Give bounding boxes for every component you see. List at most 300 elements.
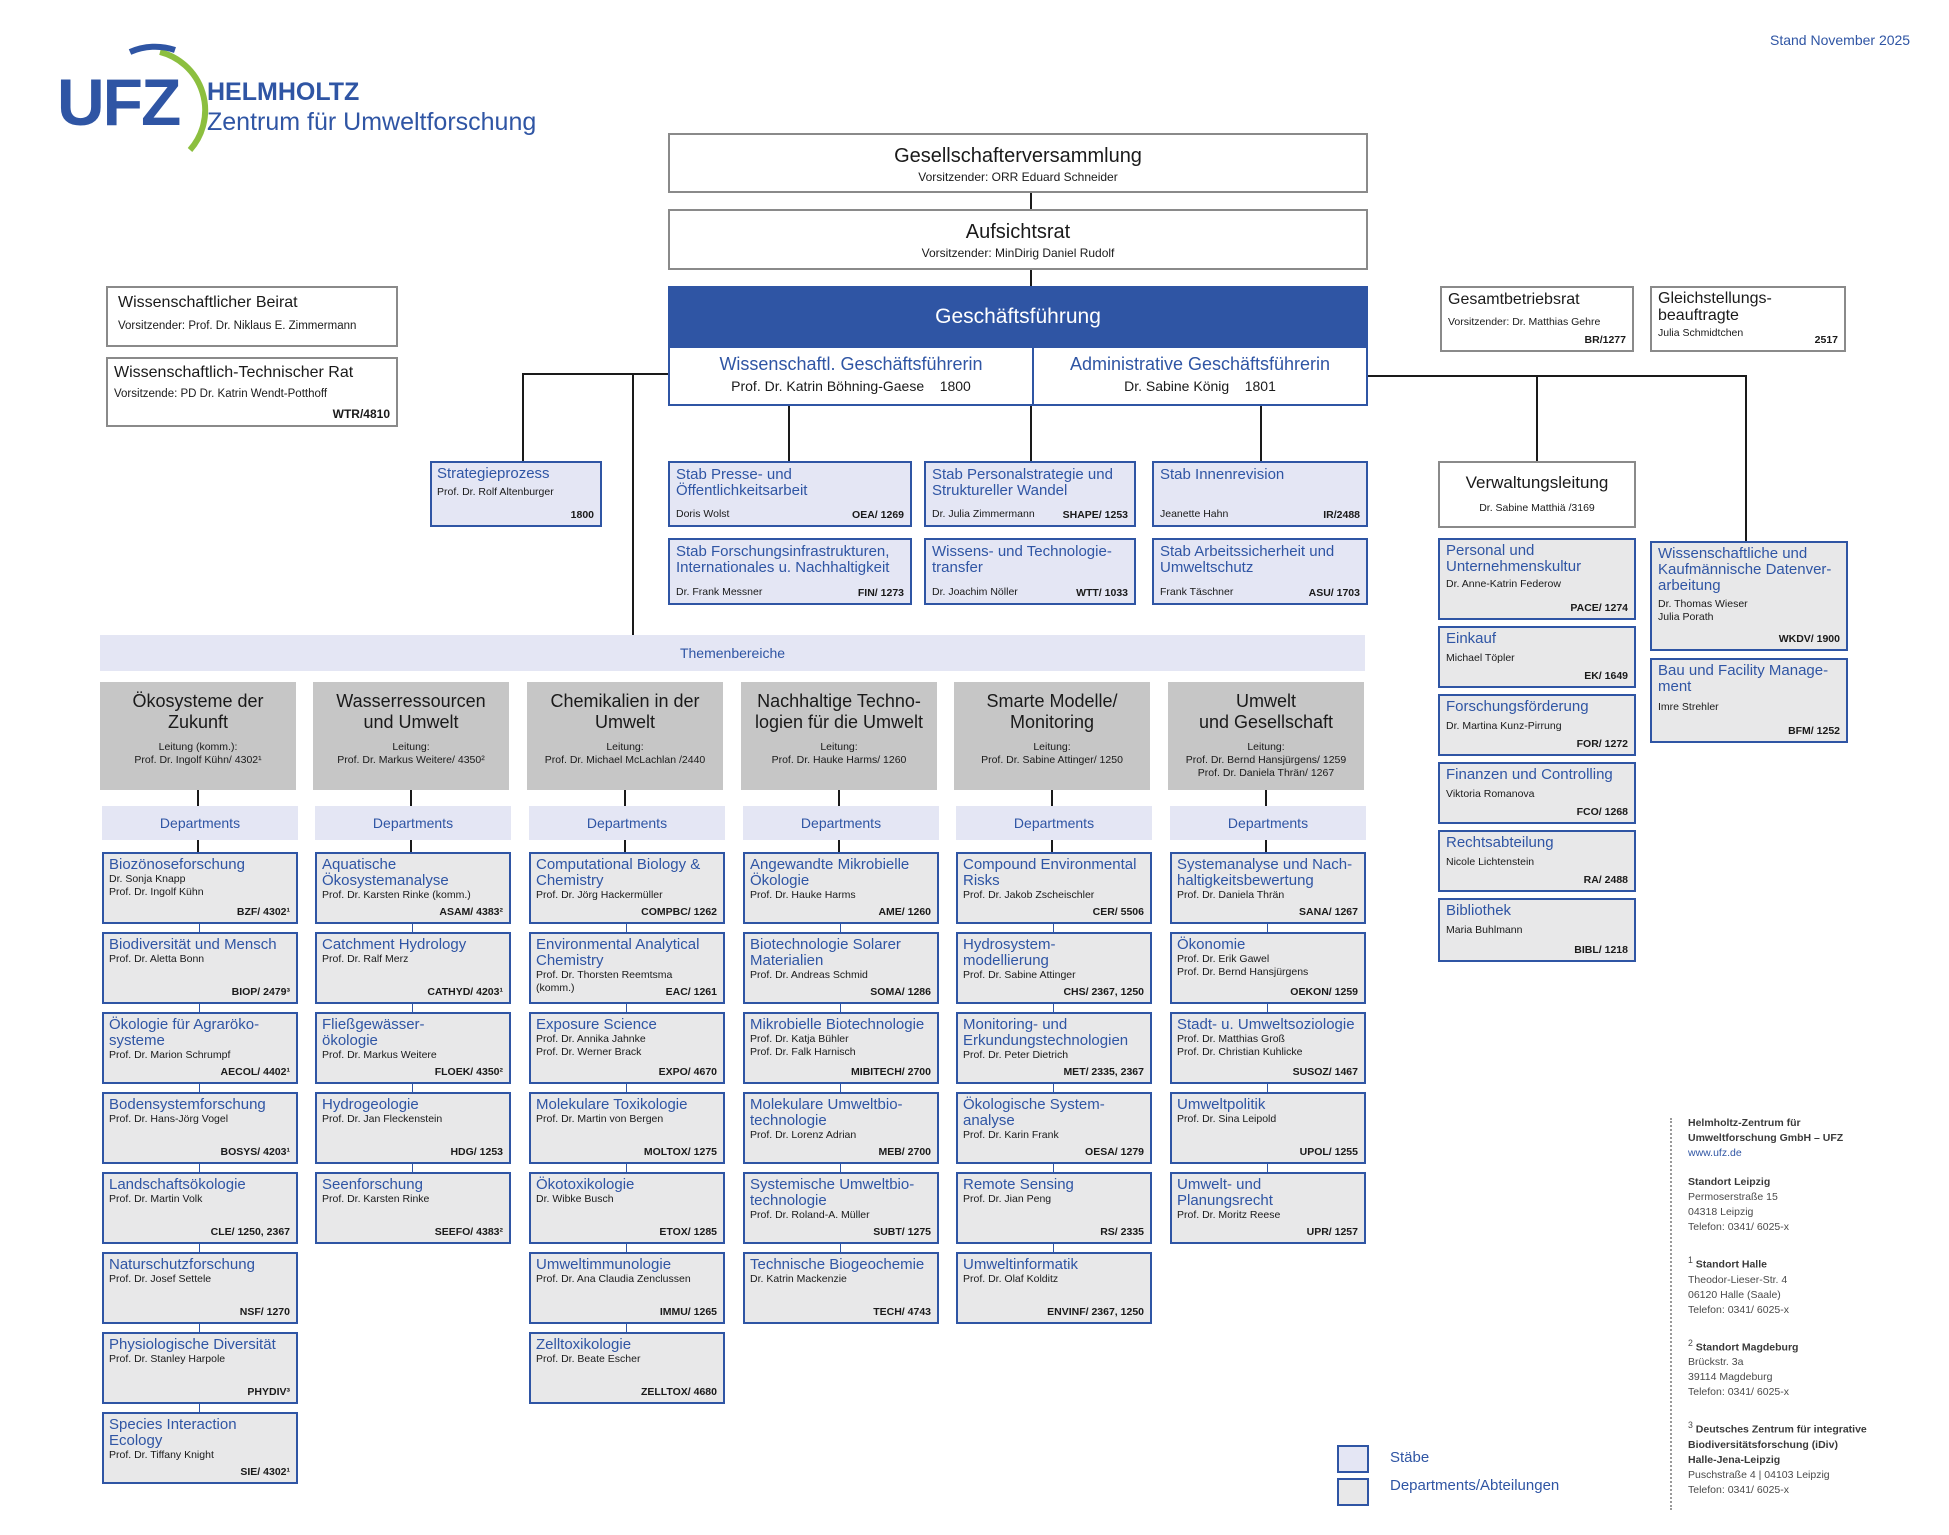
addr-sup: 1 <box>1688 1255 1693 1265</box>
department-head: Prof. Dr. Ana Claudia Zenclussen <box>536 1273 691 1285</box>
departments-label: Departments <box>956 806 1152 840</box>
department-title: Chemistry <box>536 952 604 969</box>
department-head: Prof. Dr. Annika Jahnke <box>536 1033 646 1045</box>
logo-ufz-text: UFZ <box>57 65 180 139</box>
department-box <box>102 1012 298 1084</box>
departments-label: Departments <box>102 806 298 840</box>
bfm-box <box>1650 658 1848 743</box>
connector-line <box>840 1004 841 1012</box>
theme-title: logien für die Umwelt <box>754 712 924 732</box>
department-code: SANA/ 1267 <box>1299 906 1358 918</box>
department-title: Exposure Science <box>536 1016 657 1033</box>
connector-line <box>199 1404 200 1412</box>
theme-title: Smarte Modelle/ <box>986 691 1118 711</box>
department-head: Prof. Dr. Peter Dietrich <box>963 1049 1069 1061</box>
stab-title: transfer <box>932 559 983 576</box>
stab-code: ASU/ 1703 <box>1308 587 1360 599</box>
addr-idiv-title: Deutsches Zentrum für integrative <box>1695 1423 1867 1436</box>
department-title: technologie <box>750 1192 827 1209</box>
gv-title: Gesellschafterversammlung <box>894 145 1142 167</box>
stab-name: Frank Täschner <box>1160 586 1234 598</box>
department-code: SEEFO/ 4383² <box>434 1226 503 1238</box>
department-title: Systemanalyse und Nach- <box>1177 856 1353 873</box>
department-title: Ökologische System- <box>963 1096 1105 1113</box>
department-title: Naturschutzforschung <box>109 1256 255 1273</box>
theme-lead-name: Prof. Dr. Markus Weitere/ 4350² <box>337 754 485 766</box>
gbr-title: Gesamtbetriebsrat <box>1448 291 1580 308</box>
stab-code: OEA/ 1269 <box>852 509 904 521</box>
department-box <box>956 1172 1152 1244</box>
department-title: Compound Environmental <box>963 856 1137 873</box>
department-head: Prof. Dr. Karsten Rinke <box>322 1193 430 1205</box>
connector-line <box>1051 790 1053 806</box>
stab-title: Internationales u. Nachhaltigkeit <box>676 559 890 576</box>
department-head: Prof. Dr. Sina Leipold <box>1177 1113 1277 1125</box>
department-head: Prof. Dr. Katja Bühler <box>750 1033 849 1045</box>
theme-lead-name: Prof. Dr. Sabine Attinger/ 1250 <box>981 754 1123 766</box>
theme-lead-name: Prof. Dr. Ingolf Kühn/ 4302¹ <box>134 754 262 766</box>
department-head: Prof. Dr. Ralf Merz <box>322 953 409 965</box>
admin-title: Unternehmenskultur <box>1446 558 1582 575</box>
department-head: Prof. Dr. Marion Schrumpf <box>109 1049 231 1061</box>
addr-sup: 3 <box>1688 1420 1693 1430</box>
department-title: Bodensystemforschung <box>109 1096 266 1113</box>
theme-lead-label: Leitung: <box>392 741 430 753</box>
stab-name: Doris Wolst <box>676 508 730 520</box>
department-box <box>743 1012 939 1084</box>
department-box <box>529 1252 725 1324</box>
connector-line <box>1053 1244 1054 1252</box>
department-code: BOSYS/ 4203¹ <box>220 1146 290 1158</box>
addr-leipzig-title: Standort Leipzig <box>1688 1176 1771 1188</box>
wb-sub: Vorsitzender: Prof. Dr. Niklaus E. Zimmermann <box>118 320 357 332</box>
department-box <box>315 932 511 1004</box>
stab-name: Dr. Julia Zimmermann <box>932 508 1035 520</box>
addr-line: Telefon: 0341/ 6025-x <box>1688 1221 1789 1233</box>
addr-line: Telefon: 0341/ 6025-x <box>1688 1303 1789 1316</box>
department-head: Prof. Dr. Andreas Schmid <box>750 969 868 981</box>
connector-line <box>197 790 199 806</box>
address-block <box>1688 1116 1928 1498</box>
admin-personal-box <box>1438 538 1636 620</box>
admin-title: Finanzen und Controlling <box>1446 766 1613 783</box>
geschaeftsfuehrung-header: Geschäftsführung <box>668 286 1368 348</box>
department-code: OEKON/ 1259 <box>1290 986 1358 998</box>
strat-title: Strategieprozess <box>437 465 550 482</box>
connector-line <box>1053 1004 1054 1012</box>
department-box <box>1170 1092 1366 1164</box>
departments-label: Departments <box>743 806 939 840</box>
addr-line: 06120 Halle (Saale) <box>1688 1288 1781 1301</box>
department-head: Dr. Sonja Knapp <box>109 873 186 885</box>
department-box <box>315 1012 511 1084</box>
department-box <box>102 1412 298 1484</box>
theme-lead-label: Leitung: <box>1247 741 1285 753</box>
connector-line <box>412 924 413 932</box>
department-title: Ökologie <box>750 872 810 889</box>
departments-label: Departments <box>1170 806 1366 840</box>
wiss-gf-code: 1800 <box>939 378 971 394</box>
department-title: Umweltimmunologie <box>536 1256 672 1273</box>
department-code: SUBT/ 1275 <box>873 1226 931 1238</box>
department-head: Prof. Dr. Karsten Rinke (komm.) <box>322 889 471 901</box>
wkdv-box <box>1650 541 1848 651</box>
department-box <box>956 852 1152 924</box>
department-box <box>315 852 511 924</box>
department-title: Ökologie für Agraröko- <box>109 1016 260 1033</box>
department-title: Technische Biogeochemie <box>750 1256 925 1273</box>
stab-title: Öffentlichkeitsarbeit <box>676 482 808 499</box>
department-head: Prof. Dr. Stanley Harpole <box>109 1353 226 1365</box>
bfm-code: BFM/ 1252 <box>1788 725 1840 737</box>
department-box <box>102 1172 298 1244</box>
department-head: Prof. Dr. Roland-A. Müller <box>750 1209 870 1221</box>
connector-line <box>626 1164 627 1172</box>
addr-idiv-title: Biodiversitätsforschung (iDiv) <box>1688 1438 1838 1451</box>
department-title: Biodiversität und Mensch <box>109 936 277 953</box>
stab-personal-box <box>924 461 1136 527</box>
department-title: Erkundungstechnologien <box>963 1032 1129 1049</box>
connector-line <box>840 1084 841 1092</box>
department-title: Mikrobielle Biotechnologie <box>750 1016 925 1033</box>
department-title: technologie <box>750 1112 827 1129</box>
department-title: Systemische Umweltbio- <box>750 1176 915 1193</box>
department-title: Physiologische Diversität <box>109 1336 276 1353</box>
theme-title: und Gesellschaft <box>1198 712 1334 732</box>
department-box <box>1170 1172 1366 1244</box>
theme-lead-label: Leitung: <box>820 741 858 753</box>
department-code: MIBITECH/ 2700 <box>851 1066 931 1078</box>
department-title: Catchment Hydrology <box>322 936 467 953</box>
department-head: Prof. Dr. Erik Gawel <box>1177 953 1270 965</box>
department-title: Angewandte Mikrobielle <box>750 856 910 873</box>
connector-line <box>1265 790 1267 806</box>
department-title: Biozönoseforschung <box>109 856 245 873</box>
department-box <box>529 1012 725 1084</box>
department-title: ökologie <box>322 1032 378 1049</box>
connector-line <box>1265 840 1267 852</box>
department-head: Prof. Dr. Josef Settele <box>109 1273 212 1285</box>
strategieprozess-box <box>430 461 602 527</box>
stab-code: IR/2488 <box>1323 509 1360 521</box>
stab-title: Stab Personalstrategie und <box>932 466 1113 483</box>
gsb-code: 2517 <box>1814 334 1838 346</box>
addr-magdeburg-title: Standort Magdeburg <box>1695 1341 1799 1353</box>
department-title: Umwelt- und <box>1177 1176 1262 1193</box>
theme-title: Zukunft <box>167 712 229 732</box>
department-box <box>102 932 298 1004</box>
department-head: Dr. Katrin Mackenzie <box>750 1273 847 1285</box>
adm-gf-title: Administrative Geschäftsführerin <box>1069 354 1331 374</box>
theme-box <box>100 682 296 790</box>
addr-line: Telefon: 0341/ 6025-x <box>1688 1386 1789 1398</box>
theme-box <box>954 682 1150 790</box>
department-title: Computational Biology & <box>536 856 701 873</box>
departments-label: Departments <box>315 806 511 840</box>
department-title: haltigkeitsbewertung <box>1177 872 1314 889</box>
stab-name: Dr. Joachim Nöller <box>932 586 1018 598</box>
connector-line <box>1267 1084 1268 1092</box>
department-code: MET/ 2335, 2367 <box>1063 1066 1144 1078</box>
department-head: Prof. Dr. Jakob Zscheischler <box>963 889 1095 901</box>
admin-code: EK/ 1649 <box>1584 670 1628 682</box>
wkdv-name: Dr. Thomas Wieser <box>1658 598 1748 610</box>
connector-line <box>1053 1084 1054 1092</box>
department-title: Landschaftsökologie <box>109 1176 246 1193</box>
stab-wissenstransfer-box <box>924 538 1136 605</box>
connector-line <box>626 924 627 932</box>
theme-lead-name: Prof. Dr. Daniela Thrän/ 1267 <box>1197 767 1335 779</box>
connector-line <box>1267 1004 1268 1012</box>
addr-line: Theodor-Lieser-Str. 4 <box>1688 1273 1788 1286</box>
adm-gf <box>1034 354 1366 394</box>
theme-title: Ökosysteme der <box>132 691 264 711</box>
gbr-sub: Vorsitzender: Dr. Matthias Gehre <box>1448 316 1601 328</box>
connector-line <box>1053 924 1054 932</box>
stab-title: Stab Presse- und <box>676 466 792 483</box>
vl-sub: Dr. Sabine Matthiä /3169 <box>1479 502 1595 514</box>
department-code: NSF/ 1270 <box>239 1306 290 1318</box>
stab-innenrevision-box <box>1152 461 1368 527</box>
department-code: COMPBC/ 1262 <box>641 906 717 918</box>
theme-box <box>527 682 723 790</box>
admin-einkauf-box <box>1438 626 1636 688</box>
stab-code: SHAPE/ 1253 <box>1062 509 1128 521</box>
connector-line <box>1051 840 1053 852</box>
wiss-gf <box>670 354 1032 394</box>
department-head: Prof. Dr. Martin von Bergen <box>536 1113 664 1125</box>
department-head: Prof. Dr. Christian Kuhlicke <box>1177 1046 1303 1058</box>
admin-name: Dr. Anne-Katrin Federow <box>1446 578 1561 590</box>
theme-lead-name: Prof. Dr. Michael McLachlan /2440 <box>544 754 706 766</box>
connector-line <box>199 1004 200 1012</box>
department-title: Seenforschung <box>322 1176 423 1193</box>
gsb-sub: Julia Schmidtchen <box>1658 327 1744 339</box>
theme-box <box>741 682 937 790</box>
department-code: SUSOZ/ 1467 <box>1292 1066 1358 1078</box>
admin-code: BIBL/ 1218 <box>1574 944 1628 956</box>
department-title: Zelltoxikologie <box>536 1336 632 1353</box>
wtr-code: WTR/4810 <box>332 407 390 421</box>
stab-title: Stab Innenrevision <box>1160 466 1285 483</box>
theme-box <box>313 682 509 790</box>
bfm-title: Bau und Facility Manage- <box>1658 662 1829 679</box>
adm-gf-code: 1801 <box>1244 378 1276 394</box>
department-head: Prof. Dr. Falk Harnisch <box>750 1046 856 1058</box>
connector-line <box>199 1244 200 1252</box>
admin-title: Personal und <box>1446 542 1535 559</box>
admin-bibliothek-box <box>1438 898 1636 962</box>
department-title: Species Interaction <box>109 1416 237 1433</box>
admin-code: FCO/ 1268 <box>1576 806 1628 818</box>
department-code: EAC/ 1261 <box>665 986 717 998</box>
theme-lead-label: Leitung: <box>606 741 644 753</box>
department-box <box>956 1012 1152 1084</box>
addr-halle-title: Standort Halle <box>1695 1258 1767 1271</box>
department-title: analyse <box>963 1112 1015 1129</box>
connector-line <box>199 1164 200 1172</box>
logo-zentrum: Zentrum für Umweltforschung <box>207 108 537 136</box>
department-code: PHYDIV³ <box>247 1386 290 1398</box>
department-code: BIOP/ 2479³ <box>231 986 290 998</box>
department-code: CATHYD/ 4203¹ <box>427 986 503 998</box>
department-title: Fließgewässer- <box>322 1016 425 1033</box>
admin-code: FOR/ 1272 <box>1576 738 1628 750</box>
department-head: Prof. Dr. Sabine Attinger <box>963 969 1076 981</box>
theme-title: Umwelt <box>1235 691 1296 711</box>
gv-sub: Vorsitzender: ORR Eduard Schneider <box>918 170 1118 184</box>
stab-title: Stab Arbeitssicherheit und <box>1160 543 1335 560</box>
legend-depts-swatch <box>1337 1478 1369 1506</box>
department-title: Aquatische <box>322 856 397 873</box>
department-code: FLOEK/ 4350² <box>434 1066 503 1078</box>
verwaltungsleitung-box <box>1438 461 1636 528</box>
connector-line <box>412 1164 413 1172</box>
bfm-title: ment <box>1658 678 1692 695</box>
theme-lead-name: Prof. Dr. Bernd Hansjürgens/ 1259 <box>1185 754 1347 766</box>
department-box <box>956 1092 1152 1164</box>
adm-gf-name: Dr. Sabine König <box>1124 378 1230 394</box>
department-box <box>743 1172 939 1244</box>
department-code: SIE/ 4302¹ <box>240 1466 290 1478</box>
admin-code: RA/ 2488 <box>1583 874 1628 886</box>
geschaeftsfuehrung-body <box>668 346 1368 406</box>
department-box <box>743 1252 939 1324</box>
department-title: Biotechnologie Solarer <box>750 936 901 953</box>
department-title: modellierung <box>963 952 1049 969</box>
department-title: Risks <box>963 872 1000 889</box>
department-head: Prof. Dr. Karin Frank <box>963 1129 1059 1141</box>
department-box <box>102 1092 298 1164</box>
department-box <box>743 1092 939 1164</box>
admin-finanzen-box <box>1438 762 1636 824</box>
themenbereiche-band: Themenbereiche <box>100 635 1365 671</box>
department-box <box>315 1172 511 1244</box>
department-title: Hydrosystem- <box>963 936 1056 953</box>
department-code: ENVINF/ 2367, 1250 <box>1047 1306 1144 1318</box>
admin-title: Forschungsförderung <box>1446 698 1589 715</box>
theme-lead-label: Leitung (komm.): <box>158 741 238 753</box>
ar-sub: Vorsitzender: MinDirig Daniel Rudolf <box>921 246 1115 260</box>
departments-label: Departments <box>529 806 725 840</box>
stab-forschungsinfrastrukturen-box <box>668 538 912 605</box>
department-box <box>529 1332 725 1404</box>
department-box <box>529 1092 725 1164</box>
department-head: Prof. Dr. Lorenz Adrian <box>750 1129 857 1141</box>
department-code: OESA/ 1279 <box>1085 1146 1144 1158</box>
department-head: Prof. Dr. Ingolf Kühn <box>109 886 204 898</box>
stab-arbeitssicherheit-box <box>1152 538 1368 605</box>
stab-code: WTT/ 1033 <box>1076 587 1128 599</box>
department-code: RS/ 2335 <box>1100 1226 1144 1238</box>
department-head: Prof. Dr. Hans-Jörg Vogel <box>109 1113 229 1125</box>
department-code: ASAM/ 4383² <box>439 906 503 918</box>
department-code: HDG/ 1253 <box>450 1146 503 1158</box>
admin-name: Dr. Martina Kunz-Pirrung <box>1446 720 1562 732</box>
admin-name: Michael Töpler <box>1446 652 1515 664</box>
vl-title: Verwaltungsleitung <box>1465 473 1609 492</box>
department-head: Prof. Dr. Matthias Groß <box>1177 1033 1285 1045</box>
department-box <box>529 932 725 1004</box>
connector-line <box>840 924 841 932</box>
wkdv-title: arbeitung <box>1658 577 1721 594</box>
connector-line <box>626 1244 627 1252</box>
department-code: CER/ 5506 <box>1092 906 1144 918</box>
connector-line <box>626 1004 627 1012</box>
connector-line <box>1267 1164 1268 1172</box>
admin-name: Nicole Lichtenstein <box>1446 856 1535 868</box>
strat-code: 1800 <box>570 509 594 521</box>
stab-title: Stab Forschungsinfrastrukturen, <box>676 543 890 560</box>
aufsichtsrat-box <box>668 209 1368 270</box>
department-code: MOLTOX/ 1275 <box>643 1146 717 1158</box>
department-title: Ökosystemanalyse <box>322 872 449 889</box>
connector-line <box>197 840 199 852</box>
department-box <box>1170 932 1366 1004</box>
connector-line <box>840 1244 841 1252</box>
theme-lead-name: Prof. Dr. Hauke Harms/ 1260 <box>771 754 907 766</box>
department-code: MEB/ 2700 <box>878 1146 931 1158</box>
connector-line <box>840 1164 841 1172</box>
theme-title: Umwelt <box>594 712 655 732</box>
connector-line <box>838 790 840 806</box>
admin-title: Rechtsabteilung <box>1446 834 1554 851</box>
department-head: Prof. Dr. Jörg Hackermüller <box>536 889 663 901</box>
connector-line <box>199 1084 200 1092</box>
connector-line <box>624 840 626 852</box>
department-box <box>315 1092 511 1164</box>
department-code: ZELLTOX/ 4680 <box>640 1386 717 1398</box>
theme-title: Wasserressourcen <box>336 691 486 711</box>
wissenschaftlicher-beirat-box <box>106 286 398 347</box>
admin-title: Bibliothek <box>1446 902 1512 919</box>
gesellschafterversammlung-box <box>668 133 1368 193</box>
department-box <box>529 852 725 924</box>
department-box <box>529 1172 725 1244</box>
admin-name: Maria Buhlmann <box>1446 924 1523 936</box>
stab-presse-box <box>668 461 912 527</box>
connector-line <box>199 924 200 932</box>
department-head: Prof. Dr. Aletta Bonn <box>109 953 205 965</box>
wiss-gf-title: Wissenschaftl. Geschäftsführerin <box>719 354 983 374</box>
department-head: Prof. Dr. Martin Volk <box>109 1193 203 1205</box>
theme-box <box>1168 682 1364 790</box>
stab-name: Dr. Frank Messner <box>676 586 763 598</box>
department-code: CHS/ 2367, 1250 <box>1063 986 1144 998</box>
addr-line: Telefon: 0341/ 6025-x <box>1688 1483 1789 1496</box>
connector-line <box>626 1084 627 1092</box>
legend-staebe-label: Stäbe <box>1390 1449 1430 1466</box>
department-head: Prof. Dr. Daniela Thrän <box>1177 889 1285 901</box>
department-title: Stadt- u. Umweltsoziologie <box>1177 1016 1355 1033</box>
admin-code: PACE/ 1274 <box>1570 602 1628 614</box>
theme-title: Chemikalien in der <box>550 691 700 711</box>
addr-line: 39114 Magdeburg <box>1688 1371 1773 1383</box>
department-head: Prof. Dr. Bernd Hansjürgens <box>1177 966 1309 978</box>
department-head: Prof. Dr. Jan Fleckenstein <box>322 1113 443 1125</box>
department-code: UPOL/ 1255 <box>1299 1146 1358 1158</box>
department-box <box>1170 1012 1366 1084</box>
strat-name: Prof. Dr. Rolf Altenburger <box>437 486 554 498</box>
theme-lead-label: Leitung: <box>1033 741 1071 753</box>
department-box <box>743 852 939 924</box>
admin-title: Einkauf <box>1446 630 1497 647</box>
connector-line <box>412 1004 413 1012</box>
addr-web[interactable]: www.ufz.de <box>1688 1147 1742 1159</box>
theme-title: Monitoring <box>1009 712 1095 732</box>
connector-line <box>410 840 412 852</box>
addr-org1: Helmholtz-Zentrum für <box>1688 1117 1801 1129</box>
